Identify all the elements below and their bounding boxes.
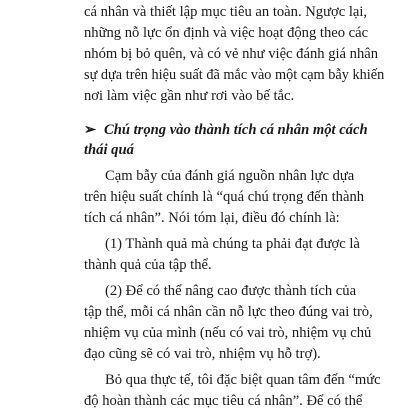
section-heading-cont: thái quá — [84, 142, 134, 158]
paragraph-line: nhiệm vụ của mình (nếu có vai trò, nhiệm vụ chủ — [84, 325, 372, 341]
paragraph-line: thành quả của tập thể. — [84, 257, 212, 273]
paragraph-line: (2) Để có thể nâng cao được thành tích của — [105, 283, 357, 299]
paragraph-line: tập thể, mỗi cá nhân cần nỗ lực theo đúng vai trò, — [84, 304, 373, 320]
paragraph-line: (1) Thành quả mà chúng ta phải đạt được là — [105, 236, 360, 252]
paragraph-line: những nỗ lực ổn định và việc hoạt động theo các — [84, 25, 369, 41]
paragraph-line: Bỏ qua thực tế, tôi đặc biệt quan tâm đến “mức — [105, 372, 381, 388]
arrow-bullet-icon: ➢ — [84, 122, 97, 138]
paragraph-line: độ hoàn thành các mục tiêu cá nhân”. Để có thể — [84, 393, 363, 409]
section-heading — [84, 120, 384, 140]
paragraph-line: tích cá nhân”. Nói tóm lại, điều đó chính là: — [84, 210, 340, 226]
paragraph-line: đạo cũng sẽ có vai trò, nhiệm vụ hỗ trợ). — [84, 346, 321, 362]
paragraph-line: nhóm bị bỏ quên, và có vẻ như việc đánh giá nhân — [84, 46, 379, 62]
paragraph-line: sự dựa trên hiệu suất đã mắc vào một cạm bẫy khiến — [84, 67, 385, 83]
paragraph-line: Cạm bẫy của đánh giá nguồn nhân lực dựa — [105, 168, 355, 184]
section-heading-text: Chú trọng vào thành tích cá nhân một cách — [104, 122, 368, 138]
paragraph-line: cá nhân và thiết lập mục tiêu an toàn. Ngược lại, — [84, 4, 368, 20]
paragraph-line: trên hiệu suất chính là “quá chú trọng đến thành — [84, 189, 365, 205]
paragraph-line: nơi làm việc gần như rơi vào bế tắc. — [84, 88, 295, 104]
